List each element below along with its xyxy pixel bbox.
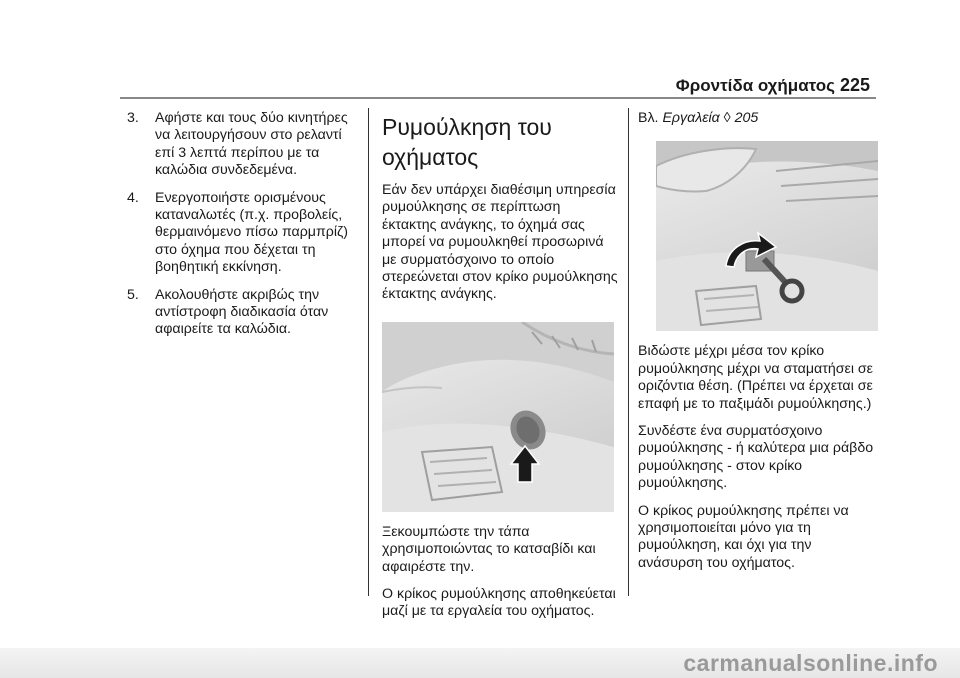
section-intro: Εάν δεν υπάρχει διαθέσιμη υπηρεσία ρυμούλκησης σε περίπτωση έκτακτης ανάγκης, το όχημά σας μπορεί να ρυμουλκηθεί προσωρινά με συρματόσχοινο το οποίο στερεώνεται στον κρίκο ρυμούλκησης έκτακτης ανάγκης.: [382, 182, 618, 303]
step-text: Ακολουθήστε ακριβώς την αντίστροφη διαδικασία όταν αφαιρείτε τα καλώδια.: [155, 286, 329, 338]
tow-cover-illustration: [382, 322, 614, 512]
connect-rope-text: Συνδέστε ένα συρματόσχοινο ρυμούλκησης - ή καλύτερα μια ράβδο ρυμούλκησης - στον κρίκο ρυμούλκησης.: [638, 423, 874, 492]
storage-note: Ο κρίκος ρυμούλκησης αποθηκεύεται μαζί με τα εργαλεία του οχήματος.: [382, 586, 616, 620]
bumper-cover-drawing: [382, 322, 614, 512]
header-divider: [120, 97, 876, 99]
step-number: 5.: [127, 286, 139, 303]
tow-eye-drawing: [656, 141, 878, 331]
reference-line: [638, 110, 878, 127]
step-text: Ενεργοποιήστε ορισμένους καταναλωτές (π.χ. προβολείς, θερμαινόμενο πίσω παρμπρίζ) στο όχημα που δέχεται τη βοηθητική εκκίνηση.: [155, 189, 348, 276]
step-number: 4.: [127, 189, 139, 206]
step-item: [127, 110, 357, 180]
screw-in-text: Βιδώστε μέχρι μέσα τον κρίκο ρυμούλκησης μέχρι να σταματήσει σε οριζόντια θέση. (Πρέπει να έρχεται σε επαφή με το παξιμάδι ρυμούλκησης.): [638, 343, 873, 412]
middle-column: [382, 110, 618, 631]
reference-prefix: Βλ.: [638, 110, 659, 126]
step-item: [127, 190, 357, 277]
step-number: 3.: [127, 110, 139, 126]
step-text: Αφήστε και τους δύο κινητήρες να λειτουργήσουν στο ρελαντί επί 3 λεπτά περίπου με τα καλώδια συνδεδεμένα.: [155, 110, 348, 179]
page-number: 225: [840, 75, 871, 95]
reference-page[interactable]: 205: [734, 110, 759, 126]
step-item: [127, 287, 357, 339]
left-column: [127, 110, 357, 349]
section-title: Ρυμούλκηση του οχήματος: [382, 114, 552, 170]
usage-warning-text: Ο κρίκος ρυμούλκησης πρέπει να χρησιμοποιείται μόνο για τη ρυμούλκηση, και όχι για την ανάσυρση του οχήματος.: [638, 502, 849, 571]
right-column: [628, 110, 878, 582]
tools-link[interactable]: Εργαλεία: [662, 110, 720, 126]
watermark: carmanualsonline.info: [0, 648, 960, 678]
column-divider: [368, 108, 369, 596]
page-ref-icon: ◊: [723, 110, 731, 126]
tow-eye-illustration: [656, 141, 878, 331]
page-header-title: Φροντίδα οχήματος: [675, 76, 835, 95]
unclip-cover-text: Ξεκουμπώστε την τάπα χρησιμοποιώντας το κατσαβίδι και αφαιρέστε την.: [382, 523, 596, 575]
